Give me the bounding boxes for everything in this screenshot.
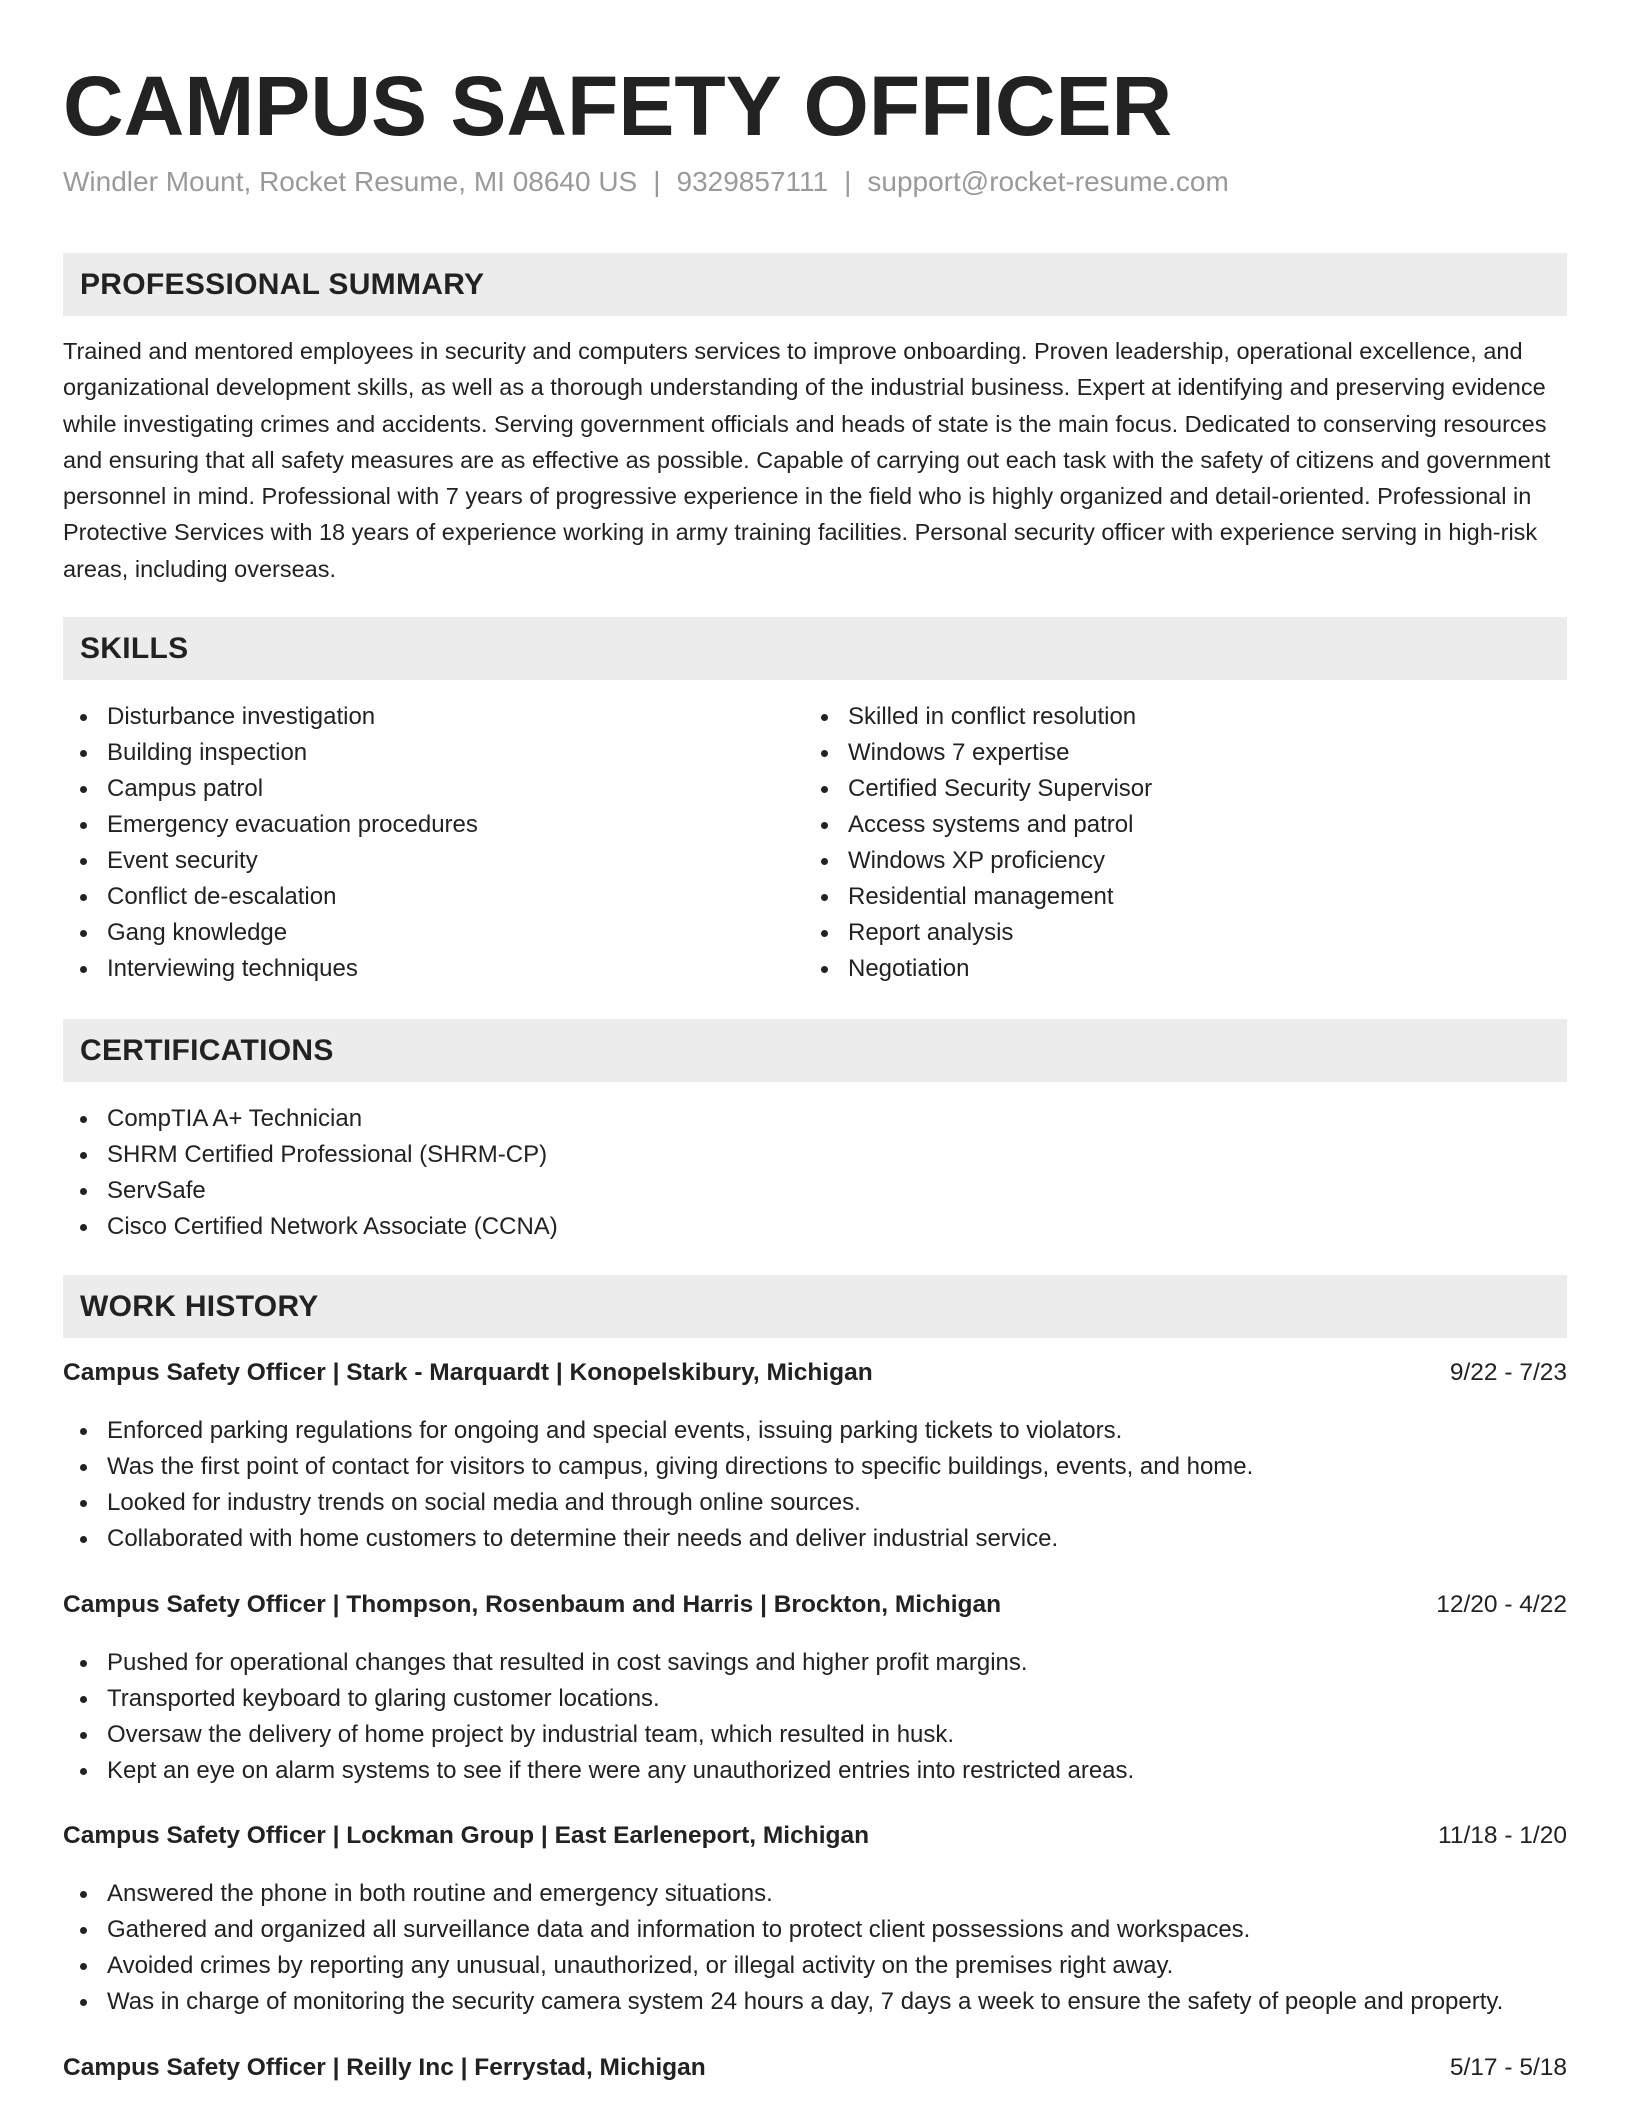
list-item: Collaborated with home customers to determine their needs and deliver industrial service. [63,1521,1253,1557]
list-item: Event security [63,843,478,879]
contact-line [63,166,1229,198]
summary-section-header [63,253,1567,316]
list-item: Windows 7 expertise [804,735,1152,771]
work-history-section-header [63,1275,1567,1338]
list-item: Report analysis [804,915,1152,951]
list-item: Cisco Certified Network Associate (CCNA) [63,1209,558,1245]
list-item: Certified Security Supervisor [804,771,1152,807]
contact-email: support@rocket-resume.com [867,166,1229,197]
job-bullets [63,1876,1503,2020]
list-item: Gathered and organized all surveillance data and information to protect client possessions and workspaces. [63,1912,1503,1948]
list-item: Looked for industry trends on social media and through online sources. [63,1485,1253,1521]
job-title: Campus Safety Officer | Thompson, Rosenbaum and Harris | Brockton, Michigan [63,1591,1002,1618]
contact-separator: | [653,166,661,197]
list-item: Windows XP proficiency [804,843,1152,879]
list-item: Gang knowledge [63,915,478,951]
certifications-heading: CERTIFICATIONS [80,1034,334,1067]
list-item: Residential management [804,879,1152,915]
list-item: Was in charge of monitoring the security camera system 24 hours a day, 7 days a week to ensure the safety of people and property. [63,1984,1503,2020]
skills-list-right [804,699,1152,987]
list-item: Access systems and patrol [804,807,1152,843]
list-item: Oversaw the delivery of home project by industrial team, which resulted in husk. [63,1717,1134,1753]
summary-text: Trained and mentored employees in security and computers services to improve onboarding. Proven leadership, operational excellence, and organizational development skills, as well as a thorough understanding of the industrial business. Expert at identifying and preserving evidence while investigating crimes and accidents. Serving government officials and heads of state is the main focus. Dedicated to conserving resources and ensuring that all safety measures are as effective as possible. Capable of carrying out each task with the safety of citizens and government personnel in mind. Professional with 7 years of progressive experience in the field who is highly organized and detail-oriented. Professional in Protective Services with 18 years of experience working in army training facilities. Personal security officer with experience serving in high-risk areas, including overseas. [63,338,1551,582]
contact-address: Windler Mount, Rocket Resume, MI 08640 US [63,166,638,197]
list-item: Building inspection [63,735,478,771]
list-item: Transported keyboard to glaring customer locations. [63,1681,1134,1717]
work-history-heading: WORK HISTORY [80,1290,319,1323]
job-title: Campus Safety Officer | Lockman Group | East Earleneport, Michigan [63,1822,870,1849]
list-item: Kept an eye on alarm systems to see if there were any unauthorized entries into restricted areas. [63,1753,1134,1789]
job-title: Campus Safety Officer | Stark - Marquardt | Konopelskibury, Michigan [63,1359,873,1386]
job-dates: 12/20 - 4/22 [1436,1591,1567,1618]
list-item: ServSafe [63,1173,558,1209]
list-item: Interviewing techniques [63,951,478,987]
job-bullets [63,1645,1134,1789]
skills-section-header [63,617,1567,680]
job-dates: 9/22 - 7/23 [1449,1359,1567,1386]
page-title: CAMPUS SAFETY OFFICER [63,59,1173,153]
list-item: Campus patrol [63,771,478,807]
list-item: Enforced parking regulations for ongoing and special events, issuing parking tickets to violators. [63,1413,1253,1449]
list-item: Was the first point of contact for visitors to campus, giving directions to specific buildings, events, and home. [63,1449,1253,1485]
list-item: Avoided crimes by reporting any unusual, unauthorized, or illegal activity on the premises right away. [63,1948,1503,1984]
contact-phone: 9329857111 [676,166,829,197]
list-item: Answered the phone in both routine and emergency situations. [63,1876,1503,1912]
skills-heading: SKILLS [80,632,189,665]
job-title: Campus Safety Officer | Reilly Inc | Ferrystad, Michigan [63,2054,706,2081]
list-item: CompTIA A+ Technician [63,1101,558,1137]
job-dates: 11/18 - 1/20 [1438,1822,1567,1849]
list-item: Conflict de-escalation [63,879,478,915]
list-item: Emergency evacuation procedures [63,807,478,843]
list-item: Pushed for operational changes that resulted in cost savings and higher profit margins. [63,1645,1134,1681]
certifications-section-header [63,1019,1567,1082]
certifications-list [63,1101,558,1245]
list-item: Disturbance investigation [63,699,478,735]
job-dates: 5/17 - 5/18 [1449,2054,1567,2081]
list-item: SHRM Certified Professional (SHRM-CP) [63,1137,558,1173]
list-item: Negotiation [804,951,1152,987]
summary-heading: PROFESSIONAL SUMMARY [80,268,485,301]
list-item: Skilled in conflict resolution [804,699,1152,735]
job-bullets [63,1413,1253,1557]
skills-list-left [63,699,478,987]
contact-separator: | [844,166,852,197]
